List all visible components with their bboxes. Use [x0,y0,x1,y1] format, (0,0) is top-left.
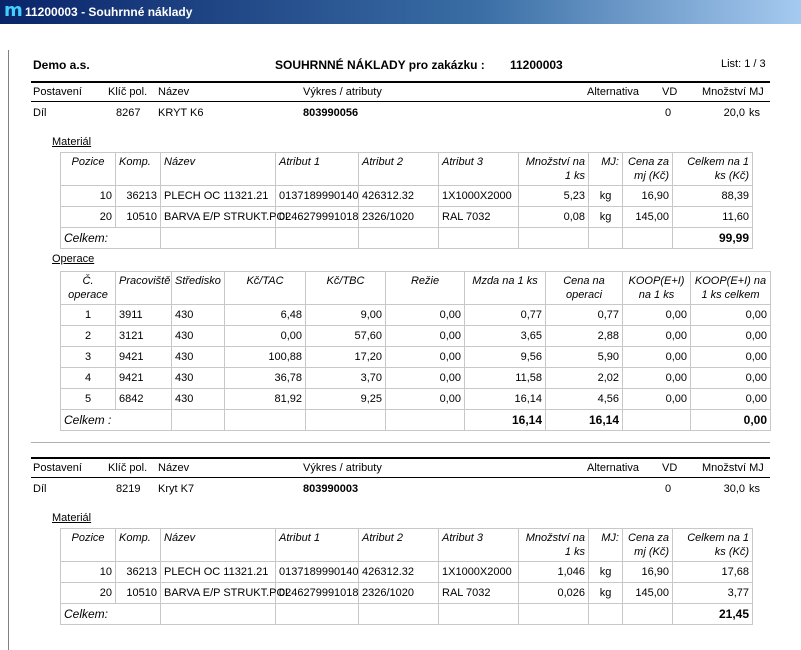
page-edge [8,50,9,650]
material-total-row [61,228,753,249]
op-tac: 100,88 [225,347,306,368]
op-mzda: 9,56 [465,347,546,368]
op-h-cislo: Č. operace [61,272,116,305]
material-total-row [61,604,753,625]
mat-total-value: 21,45 [673,604,753,625]
col-alternativa: Alternativa [587,462,639,474]
material-header-row [61,153,753,186]
op-koop-total: 0,00 [691,305,771,326]
item-nazev: Kryt K7 [158,483,195,495]
op-total-koop: 0,00 [691,410,771,431]
mat-total-value: 99,99 [673,228,753,249]
mat-mj: kg [589,207,623,228]
mat-celkem: 17,68 [673,562,753,583]
table-row[interactable] [61,347,771,368]
op-stred: 430 [172,389,225,410]
report-heading: SOUHRNNÉ NÁKLADY pro zakázku : [275,58,485,72]
mat-mj: kg [589,186,623,207]
mat-mnozstvi: 5,23 [519,186,589,207]
table-row[interactable] [61,305,771,326]
operations-header-row [61,272,771,305]
mat-cena: 16,90 [623,562,673,583]
item-unit: ks [749,483,760,495]
op-mzda: 11,58 [465,368,546,389]
mat-attr2: 426312.32 [359,186,439,207]
mat-h-cena: Cena za mj (Kč) [623,529,673,562]
operations-total-row [61,410,771,431]
mat-h-mj: MJ: [589,153,623,186]
op-h-tbc: Kč/TBC [306,272,386,305]
op-cena: 5,90 [546,347,623,368]
mat-h-mnozstvi: Množství na 1 ks [519,529,589,562]
op-h-koop: KOOP(E+I) na 1 ks [623,272,691,305]
mat-total-label: Celkem: [61,228,161,249]
mat-h-komp: Komp. [116,153,161,186]
item-vd: 0 [665,107,672,119]
op-koop-total: 0,00 [691,326,771,347]
mat-pozice: 10 [61,186,116,207]
op-cislo: 4 [61,368,116,389]
col-vd: VD [662,86,678,98]
col-nazev: Název [158,462,190,474]
mat-attr1: 0137189990140 [276,562,359,583]
op-cena: 0,77 [546,305,623,326]
item-postaveni: Díl [33,107,47,119]
mat-mnozstvi: 0,026 [519,583,589,604]
col-klic: Klíč pol. [108,86,148,98]
op-rezie: 0,00 [386,347,465,368]
op-mzda: 16,14 [465,389,546,410]
op-cislo: 3 [61,347,116,368]
mat-mnozstvi: 0,08 [519,207,589,228]
mat-nazev: BARVA E/P STRUKT.POL [161,583,276,604]
op-total-cena: 16,14 [546,410,623,431]
item-rule [31,457,770,459]
op-koop: 0,00 [623,326,691,347]
operace-section-title: Operace [52,253,95,265]
table-row[interactable] [61,326,771,347]
op-rezie: 0,00 [386,368,465,389]
col-mnozstvi: Množství MJ [702,462,764,474]
mat-nazev: PLECH OC 11321.21 [161,186,276,207]
op-h-prac: Pracoviště [116,272,172,305]
mat-attr2: 2326/1020 [359,207,439,228]
mat-h-attr1: Atribut 1 [276,529,359,562]
mat-celkem: 11,60 [673,207,753,228]
op-tac: 36,78 [225,368,306,389]
page-indicator: List: 1 / 3 [721,58,766,70]
op-koop: 0,00 [623,347,691,368]
material-table [60,528,753,625]
op-mzda: 3,65 [465,326,546,347]
mat-h-cena: Cena za mj (Kč) [623,153,673,186]
table-row[interactable] [61,562,753,583]
col-vykres: Výkres / atributy [303,86,382,98]
op-h-stred: Středisko [172,272,225,305]
mat-h-celkem: Celkem na 1 ks (Kč) [673,529,753,562]
mat-h-mj: MJ: [589,529,623,562]
mat-attr3: 1X1000X2000 [439,186,519,207]
table-row[interactable] [61,583,753,604]
op-prac: 3911 [116,305,172,326]
col-klic: Klíč pol. [108,462,148,474]
col-nazev: Název [158,86,190,98]
mat-attr3: RAL 7032 [439,207,519,228]
op-cena: 4,56 [546,389,623,410]
mat-h-attr3: Atribut 3 [439,153,519,186]
op-h-cena: Cena na operaci [546,272,623,305]
item-vykres: 803990003 [303,483,359,495]
op-koop-total: 0,00 [691,389,771,410]
op-prac: 3121 [116,326,172,347]
col-vd: VD [662,462,678,474]
op-stred: 430 [172,326,225,347]
col-postaveni: Postavení [33,86,82,98]
table-row[interactable] [61,368,771,389]
mat-komp: 10510 [116,207,161,228]
mat-attr1: 0137189990140 [276,186,359,207]
mat-attr3: RAL 7032 [439,583,519,604]
material-header-row [61,529,753,562]
mat-h-pozice: Pozice [61,153,116,186]
op-tac: 6,48 [225,305,306,326]
mat-celkem: 88,39 [673,186,753,207]
op-cena: 2,02 [546,368,623,389]
col-postaveni: Postavení [33,462,82,474]
op-tac: 81,92 [225,389,306,410]
op-prac: 9421 [116,347,172,368]
window-title-bar[interactable] [0,0,801,24]
op-cena: 2,88 [546,326,623,347]
mat-attr1: 0246279991018 [276,207,359,228]
mat-pozice: 20 [61,207,116,228]
mat-mj: kg [589,583,623,604]
mat-cena: 145,00 [623,583,673,604]
col-vykres: Výkres / atributy [303,462,382,474]
item-separator [31,442,770,443]
op-tbc: 17,20 [306,347,386,368]
header-rule [31,81,770,83]
mat-h-attr3: Atribut 3 [439,529,519,562]
mat-h-nazev: Název [161,153,276,186]
op-h-koop-total: KOOP(E+I) na 1 ks celkem [691,272,771,305]
mat-h-komp: Komp. [116,529,161,562]
mat-nazev: PLECH OC 11321.21 [161,562,276,583]
mat-komp: 10510 [116,583,161,604]
op-total-label: Celkem : [61,410,172,431]
mat-pozice: 10 [61,562,116,583]
op-cislo: 1 [61,305,116,326]
mat-nazev: BARVA E/P STRUKT.POL [161,207,276,228]
mat-cena: 145,00 [623,207,673,228]
op-h-tac: Kč/TAC [225,272,306,305]
op-stred: 430 [172,305,225,326]
mat-mnozstvi: 1,046 [519,562,589,583]
op-h-rezie: Režie [386,272,465,305]
mat-cena: 16,90 [623,186,673,207]
company-name: Demo a.s. [33,58,90,72]
mat-h-attr1: Atribut 1 [276,153,359,186]
op-mzda: 0,77 [465,305,546,326]
op-rezie: 0,00 [386,305,465,326]
item-vd: 0 [665,483,672,495]
op-stred: 430 [172,347,225,368]
op-rezie: 0,00 [386,326,465,347]
op-koop: 0,00 [623,305,691,326]
mat-h-celkem: Celkem na 1 ks (Kč) [673,153,753,186]
table-row[interactable] [61,389,771,410]
mat-mj: kg [589,562,623,583]
item-nazev: KRYT K6 [158,107,204,119]
mat-celkem: 3,77 [673,583,753,604]
mat-h-mnozstvi: Množství na 1 ks [519,153,589,186]
mat-total-label: Celkem: [61,604,161,625]
op-koop-total: 0,00 [691,368,771,389]
item-klic: 8219 [116,483,141,495]
mat-komp: 36213 [116,562,161,583]
op-koop: 0,00 [623,368,691,389]
material-table [60,152,753,249]
mat-h-attr2: Atribut 2 [359,153,439,186]
mat-attr3: 1X1000X2000 [439,562,519,583]
op-stred: 430 [172,368,225,389]
op-tbc: 9,00 [306,305,386,326]
window-title: 11200003 - Souhrnné náklady [25,5,193,19]
item-postaveni: Díl [33,483,47,495]
mat-attr1: 0246279991018 [276,583,359,604]
material-section-title: Materiál [52,136,92,148]
columns-rule [31,101,770,102]
mat-pozice: 20 [61,583,116,604]
op-koop: 0,00 [623,389,691,410]
item-unit: ks [749,107,760,119]
op-cislo: 5 [61,389,116,410]
item-qty: 20,0 [723,107,745,119]
mat-attr2: 426312.32 [359,562,439,583]
mat-attr2: 2326/1020 [359,583,439,604]
mat-komp: 36213 [116,186,161,207]
col-alternativa: Alternativa [587,86,639,98]
op-prac: 9421 [116,368,172,389]
table-row[interactable] [61,207,753,228]
item-vykres: 803990056 [303,107,359,119]
op-tbc: 57,60 [306,326,386,347]
order-number: 11200003 [510,58,563,72]
mat-h-nazev: Název [161,529,276,562]
op-koop-total: 0,00 [691,347,771,368]
col-mnozstvi: Množství MJ [702,86,764,98]
op-prac: 6842 [116,389,172,410]
op-total-mzda: 16,14 [465,410,546,431]
app-logo-icon: m [4,0,23,21]
op-h-mzda: Mzda na 1 ks [465,272,546,305]
item-klic: 8267 [116,107,141,119]
mat-h-attr2: Atribut 2 [359,529,439,562]
columns-rule [31,477,770,478]
mat-h-pozice: Pozice [61,529,116,562]
table-row[interactable] [61,186,753,207]
material-section-title: Materiál [52,512,92,524]
item-qty: 30,0 [723,483,745,495]
operations-table [60,271,771,431]
op-tac: 0,00 [225,326,306,347]
op-tbc: 3,70 [306,368,386,389]
op-cislo: 2 [61,326,116,347]
op-rezie: 0,00 [386,389,465,410]
op-tbc: 9,25 [306,389,386,410]
